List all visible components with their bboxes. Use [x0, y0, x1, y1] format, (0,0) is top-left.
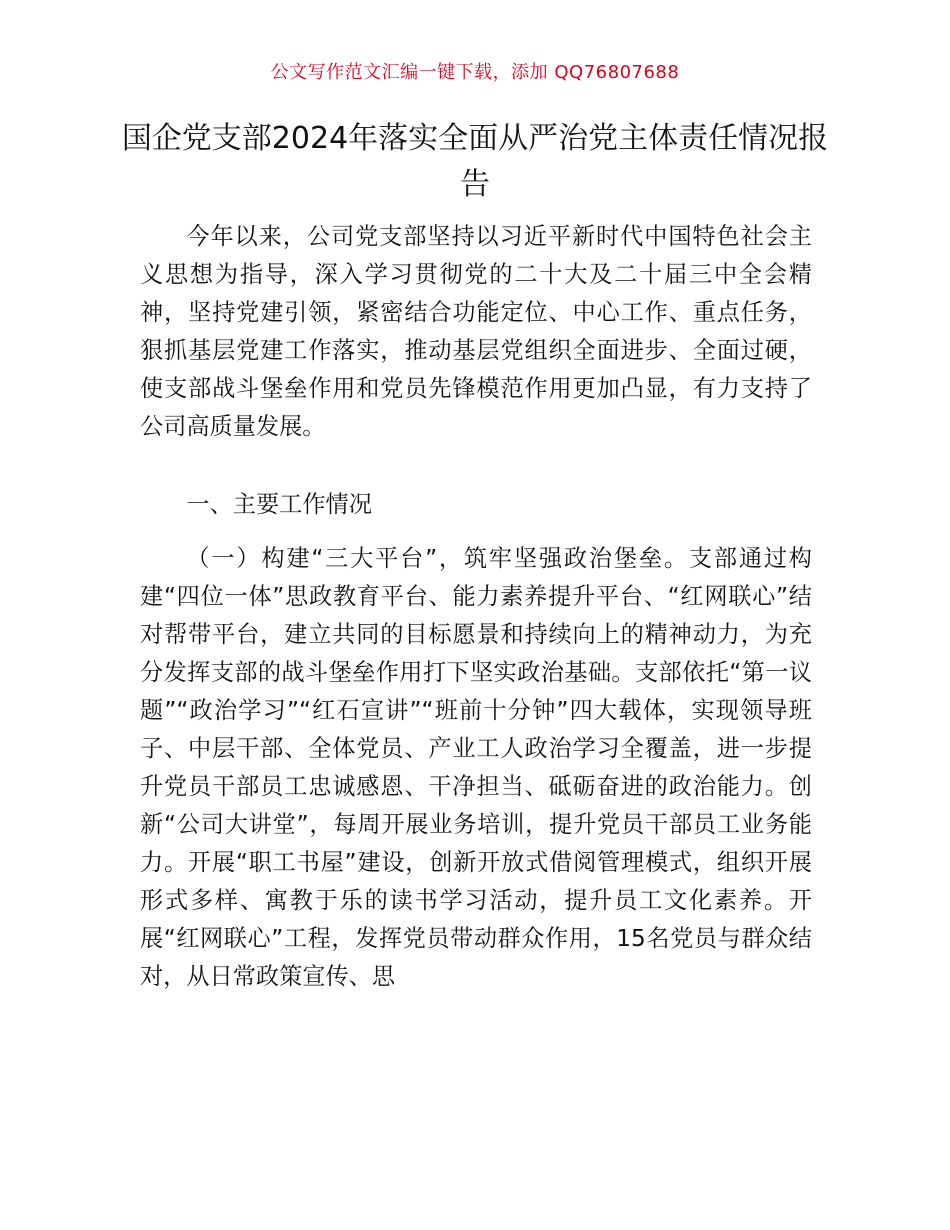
document-title: 国企党支部2024年落实全面从严治党主体责任情况报告 — [121, 121, 829, 202]
section-heading: 一、主要工作情况 — [186, 491, 372, 518]
section-paragraph: （一）构建“三大平台”，筑牢坚强政治堡垒。支部通过构建“四位一体”思政教育平台、能力素养提升平台、“红网联心”结对帮带平台，建立共同的目标愿景和持续向上的精神动力，为充分发挥支部的战斗堡垒作用打下坚实政治基础。支部依托“第一议题”“政治学习”“红石宣讲”“班前十分钟”四大载体，实现领导班子、中层干部、全体党员、产业工人政治学习全覆盖，进一步提升党员干部员工忠诚感恩、干净担当、砥砺奋进的政治能力。创新“公司大讲堂”，每周开展业务培训，提升党员干部员工业务能力。开展“职工书屋”建设，创新开放式借阅管理模式，组织开展形式多样、寓教于乐的读书学习活动，提升员工文化素养。开展“红网联心”工程，发挥党员带动群众作用，15名党员与群众结对，从日常政策宣传、思 — [140, 545, 812, 990]
download-banner: 公文写作范文汇编一键下载，添加 QQ76807688 — [270, 62, 680, 83]
intro-paragraph: 今年以来，公司党支部坚持以习近平新时代中国特色社会主义思想为指导，深入学习贯彻党的二十大及二十届三中全会精神，坚持党建引领，紧密结合功能定位、中心工作、重点任务，狠抓基层党建工作落实，推动基层党组织全面进步、全面过硬，使支部战斗堡垒作用和党员先锋模范作用更加凸显，有力支持了公司高质量发展。 — [140, 223, 812, 440]
